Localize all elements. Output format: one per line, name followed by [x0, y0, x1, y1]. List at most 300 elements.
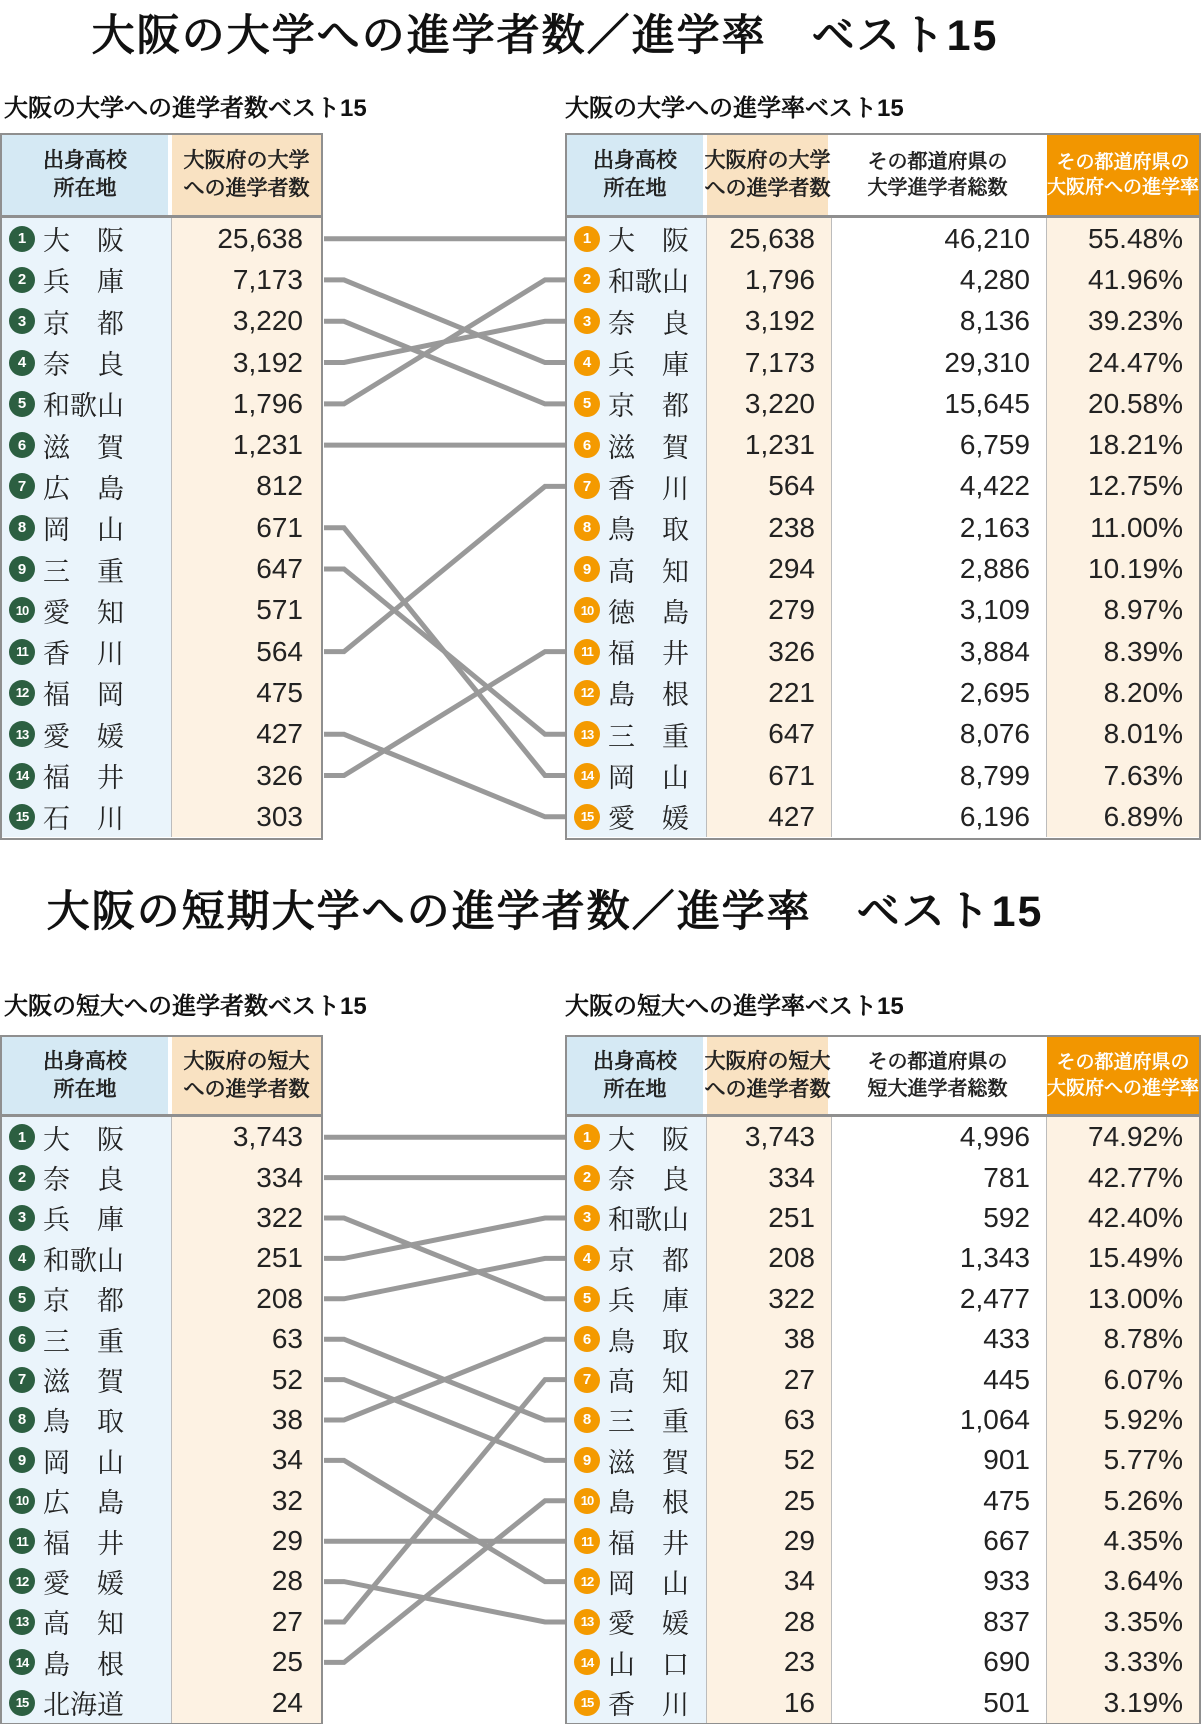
prefecture-name: 奈 良 — [608, 1165, 689, 1196]
prefecture-cell — [2, 1238, 172, 1278]
prefecture-name: 愛 媛 — [608, 1609, 689, 1640]
table-row — [2, 755, 321, 796]
rank-badge: 2 — [9, 1165, 35, 1191]
students-cell: 279 — [707, 590, 832, 631]
prefecture-name: 和歌山 — [608, 267, 689, 298]
rank-badge: 11 — [9, 639, 35, 665]
students-cell: 427 — [707, 796, 832, 837]
students-cell: 7,173 — [707, 342, 832, 383]
rank-badge: 15 — [9, 804, 35, 830]
students-cell: 671 — [707, 755, 832, 796]
total-cell: 2,477 — [832, 1279, 1047, 1319]
students-cell: 564 — [172, 631, 321, 672]
students-cell: 251 — [707, 1198, 832, 1238]
rate-cell: 3.33% — [1047, 1642, 1199, 1682]
students-cell: 38 — [707, 1319, 832, 1359]
prefecture-name: 高 知 — [608, 1367, 689, 1398]
prefecture-name: 福 井 — [43, 1528, 124, 1559]
prefecture-cell — [2, 1319, 172, 1359]
rank-badge: 3 — [574, 1205, 600, 1231]
table-row — [2, 796, 321, 837]
table-row — [2, 507, 321, 548]
rate-cell: 11.00% — [1047, 507, 1199, 548]
table-row — [567, 1481, 1199, 1521]
prefecture-name: 石 川 — [43, 804, 124, 835]
table-row — [567, 1602, 1199, 1642]
students-cell: 27 — [707, 1359, 832, 1399]
prefecture-name: 高 知 — [608, 556, 689, 587]
prefecture-cell — [567, 548, 707, 589]
rank-badge: 12 — [9, 680, 35, 706]
prefecture-cell — [567, 1682, 707, 1722]
rate-cell: 74.92% — [1047, 1117, 1199, 1157]
prefecture-cell — [567, 1238, 707, 1278]
rank-badge: 1 — [9, 1124, 35, 1150]
rate-cell: 55.48% — [1047, 218, 1199, 259]
students-cell: 322 — [172, 1198, 321, 1238]
prefecture-cell — [567, 1198, 707, 1238]
table-row — [567, 796, 1199, 837]
students-cell: 238 — [707, 507, 832, 548]
students-cell: 25 — [172, 1642, 321, 1682]
prefecture-cell — [2, 466, 172, 507]
total-cell: 3,109 — [832, 590, 1047, 631]
prefecture-name: 福 岡 — [43, 680, 124, 711]
students-cell: 1,796 — [172, 383, 321, 424]
students-cell: 63 — [707, 1400, 832, 1440]
students-cell: 3,192 — [707, 301, 832, 342]
students-cell: 24 — [172, 1682, 321, 1722]
table-row — [2, 590, 321, 631]
prefecture-name: 滋 賀 — [43, 432, 124, 463]
rank-badge: 13 — [9, 1609, 35, 1635]
prefecture-name: 岡 山 — [608, 763, 689, 793]
table-row — [567, 1642, 1199, 1682]
prefecture-name: 鳥 取 — [608, 515, 689, 546]
rate-cell: 8.39% — [1047, 631, 1199, 672]
rate-cell: 3.64% — [1047, 1561, 1199, 1601]
prefecture-name: 三 重 — [608, 721, 689, 752]
rank-badge: 2 — [574, 267, 600, 293]
total-cell: 4,280 — [832, 259, 1047, 300]
rank-badge: 3 — [9, 1205, 35, 1231]
students-cell: 427 — [172, 714, 321, 755]
table-row — [567, 1198, 1199, 1238]
prefecture-cell — [567, 1400, 707, 1440]
students-cell: 3,743 — [172, 1117, 321, 1157]
total-cell: 592 — [832, 1198, 1047, 1238]
students-cell: 1,231 — [707, 424, 832, 465]
total-cell: 4,996 — [832, 1117, 1047, 1157]
total-cell: 29,310 — [832, 342, 1047, 383]
rank-badge: 8 — [9, 1407, 35, 1433]
prefecture-cell — [2, 383, 172, 424]
total-cell: 2,695 — [832, 672, 1047, 713]
students-cell: 3,220 — [172, 301, 321, 342]
prefecture-cell — [567, 1117, 707, 1157]
connector-line — [324, 1339, 565, 1420]
prefecture-name: 兵 庫 — [608, 1286, 689, 1317]
section1-title: 大阪の大学への進学者数／進学率 ベスト15 — [91, 12, 999, 60]
students-cell: 208 — [172, 1279, 321, 1319]
prefecture-name: 広 島 — [43, 473, 124, 504]
prefecture-cell — [2, 590, 172, 631]
prefecture-name: 福 井 — [608, 639, 689, 670]
table-row — [567, 672, 1199, 713]
prefecture-cell — [567, 1561, 707, 1601]
rank-badge: 11 — [574, 639, 600, 665]
prefecture-cell — [2, 507, 172, 548]
rank-badge: 9 — [574, 556, 600, 582]
rank-badge: 10 — [574, 597, 600, 623]
rate-cell: 3.35% — [1047, 1602, 1199, 1642]
prefecture-name: 岡 山 — [608, 1568, 689, 1599]
table-row — [567, 259, 1199, 300]
column-header: 大阪府の短大 への進学者数 — [172, 1037, 321, 1114]
rank-badge: 10 — [9, 597, 35, 623]
prefecture-name: 京 都 — [43, 1286, 124, 1317]
table-row — [2, 342, 321, 383]
prefecture-cell — [567, 1319, 707, 1359]
rank-badge: 13 — [574, 721, 600, 747]
total-cell: 667 — [832, 1521, 1047, 1561]
prefecture-cell — [567, 1157, 707, 1197]
total-cell: 15,645 — [832, 383, 1047, 424]
table-row — [567, 548, 1199, 589]
rank-badge: 4 — [574, 1245, 600, 1271]
prefecture-cell — [2, 259, 172, 300]
prefecture-cell — [2, 1481, 172, 1521]
prefecture-cell — [2, 1359, 172, 1399]
students-cell: 3,192 — [172, 342, 321, 383]
table-row — [567, 466, 1199, 507]
connector-line — [324, 528, 565, 776]
prefecture-cell — [567, 1440, 707, 1480]
students-cell: 251 — [172, 1238, 321, 1278]
prefecture-name: 鳥 取 — [43, 1407, 124, 1438]
total-cell: 1,343 — [832, 1238, 1047, 1278]
prefecture-cell — [2, 1440, 172, 1480]
rank-badge: 13 — [9, 721, 35, 747]
students-cell: 25,638 — [172, 218, 321, 259]
table-row — [567, 1682, 1199, 1722]
table-row — [2, 466, 321, 507]
rate-cell: 10.19% — [1047, 548, 1199, 589]
section1-left-caption: 大阪の大学への進学者数ベスト15 — [4, 95, 367, 122]
prefecture-cell — [567, 1642, 707, 1682]
prefecture-cell — [567, 1279, 707, 1319]
rank-badge: 5 — [9, 1286, 35, 1312]
total-cell: 901 — [832, 1440, 1047, 1480]
students-cell: 32 — [172, 1481, 321, 1521]
prefecture-cell — [567, 1602, 707, 1642]
table-row — [567, 714, 1199, 755]
students-cell: 25,638 — [707, 218, 832, 259]
column-header: 出身高校 所在地 — [567, 135, 707, 215]
table-row — [567, 631, 1199, 672]
table-row — [2, 714, 321, 755]
table-row — [2, 548, 321, 589]
students-cell: 1,796 — [707, 259, 832, 300]
total-cell: 837 — [832, 1602, 1047, 1642]
prefecture-cell — [567, 590, 707, 631]
prefecture-cell — [567, 1481, 707, 1521]
prefecture-name: 大 阪 — [608, 226, 689, 257]
table-row — [567, 1359, 1199, 1399]
students-cell: 25 — [707, 1481, 832, 1521]
total-cell: 6,196 — [832, 796, 1047, 837]
prefecture-cell — [567, 259, 707, 300]
column-header: その都道府県の 短大進学者総数 — [832, 1037, 1047, 1114]
rank-badge: 14 — [9, 1649, 35, 1675]
total-cell: 781 — [832, 1157, 1047, 1197]
prefecture-cell — [2, 1642, 172, 1682]
prefecture-cell — [2, 1521, 172, 1561]
prefecture-name: 福 井 — [43, 763, 124, 793]
prefecture-cell — [2, 672, 172, 713]
students-cell: 322 — [707, 1279, 832, 1319]
rank-badge: 9 — [9, 556, 35, 582]
prefecture-cell — [2, 1279, 172, 1319]
students-cell: 475 — [172, 672, 321, 713]
rate-cell: 8.97% — [1047, 590, 1199, 631]
rank-badge: 12 — [9, 1568, 35, 1594]
rank-badge: 3 — [9, 308, 35, 334]
prefecture-name: 徳 島 — [608, 597, 689, 628]
rate-cell: 5.26% — [1047, 1481, 1199, 1521]
prefecture-name: 香 川 — [608, 1690, 689, 1721]
rate-cell: 42.77% — [1047, 1157, 1199, 1197]
students-cell: 326 — [707, 631, 832, 672]
rank-badge: 13 — [574, 1609, 600, 1635]
prefecture-cell — [567, 1359, 707, 1399]
prefecture-cell — [2, 1198, 172, 1238]
table-row — [567, 1319, 1199, 1359]
prefecture-cell — [567, 301, 707, 342]
connector-line — [324, 486, 565, 651]
students-cell: 34 — [172, 1440, 321, 1480]
prefecture-cell — [2, 1682, 172, 1722]
rate-cell: 4.35% — [1047, 1521, 1199, 1561]
rate-cell: 6.89% — [1047, 796, 1199, 837]
students-cell: 3,743 — [707, 1117, 832, 1157]
total-cell: 475 — [832, 1481, 1047, 1521]
connector-line — [324, 1380, 565, 1622]
total-cell: 2,886 — [832, 548, 1047, 589]
prefecture-name: 三 重 — [43, 556, 124, 587]
prefecture-cell — [2, 218, 172, 259]
total-cell: 8,799 — [832, 755, 1047, 796]
prefecture-cell — [567, 631, 707, 672]
section2-right-table — [565, 1035, 1201, 1724]
total-cell: 8,136 — [832, 301, 1047, 342]
prefecture-cell — [2, 1561, 172, 1601]
rank-badge: 2 — [9, 267, 35, 293]
table-row — [567, 1117, 1199, 1157]
table-row — [567, 383, 1199, 424]
rank-badge: 5 — [574, 391, 600, 417]
table-row — [2, 1157, 321, 1197]
rate-cell: 13.00% — [1047, 1279, 1199, 1319]
prefecture-name: 三 重 — [43, 1326, 124, 1357]
table-row — [567, 1238, 1199, 1278]
prefecture-cell — [567, 383, 707, 424]
prefecture-name: 島 根 — [43, 1649, 124, 1680]
table-row — [2, 259, 321, 300]
column-header: その都道府県の 大学進学者総数 — [832, 135, 1047, 215]
rate-cell: 18.21% — [1047, 424, 1199, 465]
prefecture-name: 福 井 — [608, 1528, 689, 1559]
students-cell: 334 — [172, 1157, 321, 1197]
prefecture-name: 愛 知 — [43, 597, 124, 628]
table-row — [2, 1642, 321, 1682]
rank-badge: 1 — [574, 226, 600, 252]
rate-cell: 15.49% — [1047, 1238, 1199, 1278]
students-cell: 23 — [707, 1642, 832, 1682]
total-cell: 3,884 — [832, 631, 1047, 672]
table-row — [567, 424, 1199, 465]
prefecture-name: 和歌山 — [43, 1245, 124, 1276]
prefecture-name: 北海道 — [43, 1690, 124, 1721]
total-cell: 46,210 — [832, 218, 1047, 259]
rate-cell: 39.23% — [1047, 301, 1199, 342]
students-cell: 27 — [172, 1602, 321, 1642]
rank-badge: 4 — [9, 1245, 35, 1271]
column-header: 出身高校 所在地 — [567, 1037, 707, 1114]
table-row — [567, 1521, 1199, 1561]
prefecture-name: 和歌山 — [43, 391, 124, 422]
rank-badge: 10 — [574, 1488, 600, 1514]
students-cell: 52 — [707, 1440, 832, 1480]
total-cell: 4,422 — [832, 466, 1047, 507]
rank-badge: 12 — [574, 1568, 600, 1594]
total-cell: 2,163 — [832, 507, 1047, 548]
table-row — [567, 1440, 1199, 1480]
total-cell: 933 — [832, 1561, 1047, 1601]
section1-left-table — [0, 133, 323, 840]
students-cell: 334 — [707, 1157, 832, 1197]
table-row — [567, 301, 1199, 342]
students-cell: 63 — [172, 1319, 321, 1359]
table-row — [567, 1279, 1199, 1319]
connector-line — [324, 321, 565, 362]
prefecture-name: 滋 賀 — [608, 1447, 689, 1478]
students-cell: 564 — [707, 466, 832, 507]
prefecture-cell — [2, 631, 172, 672]
column-header: その都道府県の 大阪府への進学率 — [1047, 1037, 1199, 1114]
students-cell: 571 — [172, 590, 321, 631]
rank-badge: 10 — [9, 1488, 35, 1514]
table-row — [2, 424, 321, 465]
students-cell: 38 — [172, 1400, 321, 1440]
column-header: その都道府県の 大阪府への進学率 — [1047, 135, 1199, 215]
prefecture-name: 大 阪 — [43, 226, 124, 257]
rate-cell: 7.63% — [1047, 755, 1199, 796]
table-row — [2, 383, 321, 424]
table-row — [2, 218, 321, 259]
connector-line — [324, 1460, 565, 1581]
rank-badge: 1 — [574, 1124, 600, 1150]
prefecture-cell — [2, 714, 172, 755]
rank-badge: 6 — [574, 1326, 600, 1352]
column-header: 大阪府の大学 への進学者数 — [172, 135, 321, 215]
students-cell: 34 — [707, 1561, 832, 1601]
students-cell: 812 — [172, 466, 321, 507]
rank-badge: 7 — [9, 1367, 35, 1393]
rank-badge: 9 — [9, 1447, 35, 1473]
rate-cell: 24.47% — [1047, 342, 1199, 383]
section1-right-caption: 大阪の大学への進学率ベスト15 — [565, 95, 904, 122]
prefecture-name: 島 根 — [608, 1488, 689, 1519]
prefecture-name: 愛 媛 — [608, 804, 689, 835]
prefecture-name: 愛 媛 — [43, 721, 124, 752]
table-row — [2, 1279, 321, 1319]
rank-badge: 5 — [574, 1286, 600, 1312]
prefecture-cell — [2, 1400, 172, 1440]
column-header: 大阪府の短大 への進学者数 — [707, 1037, 832, 1114]
students-cell: 28 — [172, 1561, 321, 1601]
prefecture-name: 兵 庫 — [43, 267, 124, 298]
table-row — [567, 507, 1199, 548]
rank-badge: 1 — [9, 226, 35, 252]
students-cell: 3,220 — [707, 383, 832, 424]
connector-line — [324, 1258, 565, 1298]
prefecture-name: 三 重 — [608, 1407, 689, 1438]
connector-line — [324, 280, 565, 404]
rank-badge: 9 — [574, 1447, 600, 1473]
rank-badge: 4 — [574, 350, 600, 376]
rank-badge: 8 — [574, 1407, 600, 1433]
students-cell: 29 — [172, 1521, 321, 1561]
students-cell: 647 — [172, 548, 321, 589]
prefecture-cell — [2, 342, 172, 383]
table-row — [2, 1359, 321, 1399]
section2-left-caption: 大阪の短大への進学者数ベスト15 — [4, 993, 367, 1020]
prefecture-name: 和歌山 — [608, 1205, 689, 1236]
prefecture-cell — [567, 1521, 707, 1561]
total-cell: 6,759 — [832, 424, 1047, 465]
rank-badge: 12 — [574, 680, 600, 706]
prefecture-name: 京 都 — [608, 391, 689, 422]
rank-badge: 4 — [9, 350, 35, 376]
prefecture-name: 滋 賀 — [608, 432, 689, 463]
column-header: 大阪府の大学 への進学者数 — [707, 135, 832, 215]
section2-left-table — [0, 1035, 323, 1724]
rank-badge: 8 — [9, 515, 35, 541]
prefecture-name: 兵 庫 — [608, 350, 689, 381]
rank-badge: 14 — [9, 763, 35, 789]
prefecture-cell — [567, 714, 707, 755]
rank-badge: 6 — [9, 432, 35, 458]
rate-cell: 41.96% — [1047, 259, 1199, 300]
prefecture-cell — [2, 301, 172, 342]
total-cell: 8,076 — [832, 714, 1047, 755]
total-cell: 690 — [832, 1642, 1047, 1682]
section2-title: 大阪の短期大学への進学者数／進学率 ベスト15 — [46, 888, 1044, 936]
rank-badge: 7 — [9, 473, 35, 499]
connector-line — [324, 280, 565, 363]
connector-line — [324, 1339, 565, 1420]
prefecture-name: 岡 山 — [43, 515, 124, 546]
connector-line — [324, 734, 565, 817]
rank-badge: 11 — [574, 1528, 600, 1554]
prefecture-name: 広 島 — [43, 1488, 124, 1519]
prefecture-cell — [567, 424, 707, 465]
table-row — [567, 218, 1199, 259]
rank-badge: 6 — [574, 432, 600, 458]
prefecture-name: 愛 媛 — [43, 1568, 124, 1599]
prefecture-cell — [567, 755, 707, 796]
